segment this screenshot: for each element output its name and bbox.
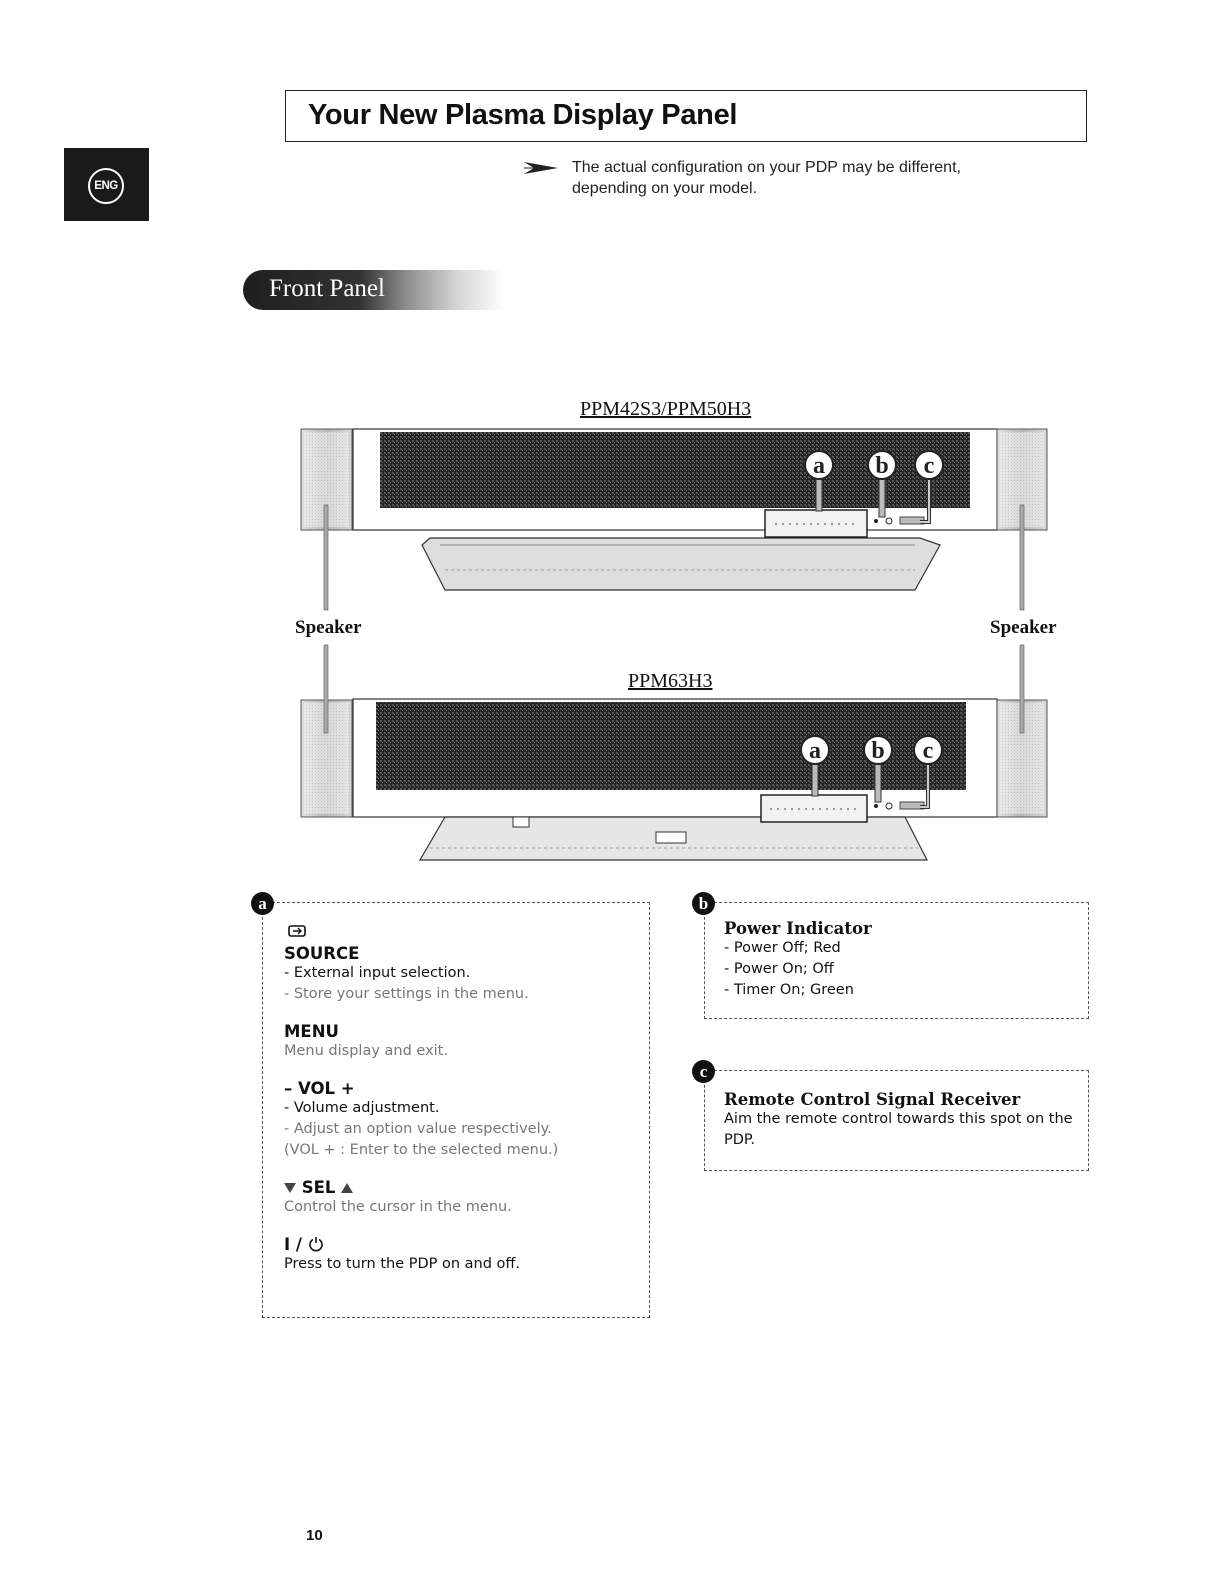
top-stand xyxy=(422,538,940,590)
power-icon xyxy=(308,1236,324,1252)
power-desc: Press to turn the PDP on and off. xyxy=(284,1256,521,1272)
power-heading xyxy=(284,1235,634,1254)
callout-a-bottom xyxy=(801,736,829,764)
model-label-bottom: PPM63H3 xyxy=(628,670,713,692)
power-title: I / xyxy=(284,1235,302,1254)
power-indicator-line-3: - Timer On; Green xyxy=(724,982,854,998)
note-line-2: depending on your model. xyxy=(572,180,758,197)
vol-line-2: - Adjust an option value respectively. xyxy=(284,1121,552,1137)
vol-line-3: (VOL + : Enter to the selected menu.) xyxy=(284,1142,559,1158)
section-title: Front Panel xyxy=(269,275,385,302)
callout-c-bottom-label: c xyxy=(922,738,934,764)
source-line-2: - Store your settings in the menu. xyxy=(284,986,529,1002)
sel-heading xyxy=(284,1178,634,1197)
power-indicator-line-2: - Power On; Off xyxy=(724,961,834,977)
menu-desc: Menu display and exit. xyxy=(284,1043,448,1059)
info-box-c xyxy=(699,1061,1089,1171)
callout-a-bottom-label: a xyxy=(809,738,821,764)
vol-line-1: - Volume adjustment. xyxy=(284,1100,440,1116)
badge-a: a xyxy=(251,892,274,915)
language-label: ENG xyxy=(88,168,124,204)
callout-b-top xyxy=(868,451,896,479)
speaker-label-right: Speaker xyxy=(990,617,1057,638)
vol-title: – VOL + xyxy=(284,1079,355,1098)
badge-c: c xyxy=(692,1060,715,1083)
callout-b-bottom xyxy=(864,736,892,764)
callout-a-top-label: a xyxy=(813,453,825,479)
sel-desc: Control the cursor in the menu. xyxy=(284,1199,512,1215)
power-indicator-title: Power Indicator xyxy=(724,919,872,938)
page-title: Your New Plasma Display Panel xyxy=(308,99,738,131)
callout-c-bottom xyxy=(914,736,942,764)
callout-c-top-label: c xyxy=(923,453,935,479)
bottom-display xyxy=(301,699,1047,860)
model-label-top: PPM42S3/PPM50H3 xyxy=(580,398,752,420)
sel-down-icon xyxy=(284,1183,296,1193)
badge-b: b xyxy=(692,892,715,915)
callout-b-bottom-label: b xyxy=(871,738,885,764)
source-icon xyxy=(288,924,308,938)
bottom-stand xyxy=(420,817,927,860)
info-box-b xyxy=(698,893,1089,1019)
sel-up-icon xyxy=(341,1183,353,1193)
remote-receiver-desc: Aim the remote control towards this spot on the PDP. xyxy=(724,1111,1073,1148)
callout-b-top-label: b xyxy=(875,453,889,479)
source-title: SOURCE xyxy=(284,944,360,963)
sel-title: SEL xyxy=(301,1178,336,1197)
page-number: 10 xyxy=(306,1527,323,1544)
menu-title: MENU xyxy=(284,1022,339,1041)
note-line-1: The actual configuration on your PDP may be different, xyxy=(572,159,961,176)
callout-a-top xyxy=(805,451,833,479)
info-box-a xyxy=(258,893,650,1318)
speaker-label-left: Speaker xyxy=(295,617,362,638)
power-indicator-line-1: - Power Off; Red xyxy=(724,940,841,956)
remote-receiver-title: Remote Control Signal Receiver xyxy=(724,1090,1021,1109)
source-line-1: - External input selection. xyxy=(284,965,471,981)
callout-c-top xyxy=(915,451,943,479)
